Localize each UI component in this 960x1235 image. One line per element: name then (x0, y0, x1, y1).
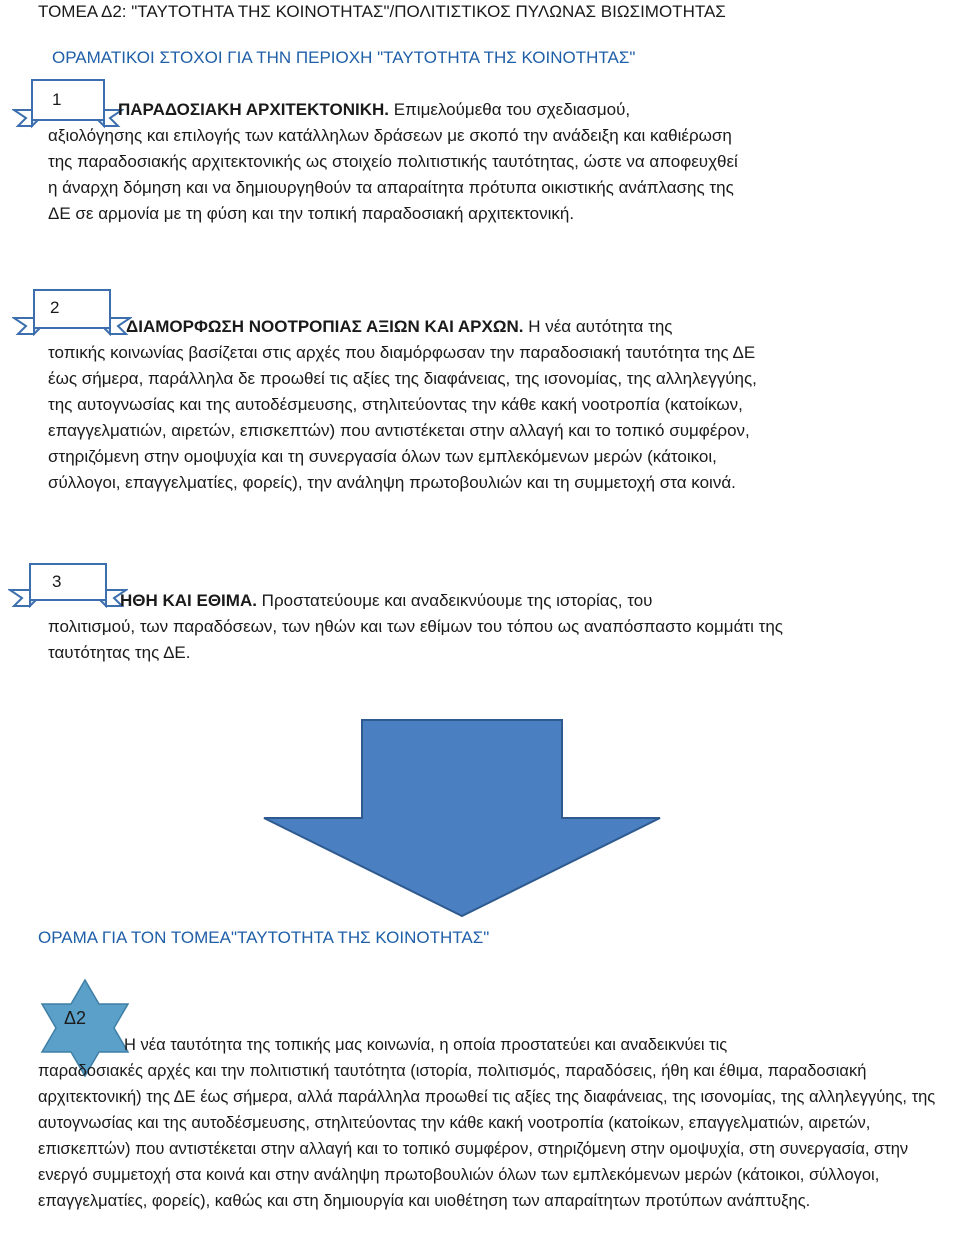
goal-1-text (48, 97, 808, 227)
vision-first-line: Η νέα ταυτότητα της τοπικής μας κοινωνία, η οποία προστατεύει και αναδεικνύει τις (124, 1036, 728, 1054)
down-arrow-icon (262, 718, 662, 918)
goal-1-heading: ΠΑΡΑΔΟΣΙΑΚΗ ΑΡΧΙΤΕΚΤΟΝΙΚΗ. (118, 100, 389, 119)
goal-2-number: 2 (50, 298, 60, 317)
page-title: ΤΟΜΕΑ Δ2: "ΤΑΥΤΟΤΗΤΑ ΤΗΣ ΚΟΙΝΟΤΗΤΑΣ"/ΠΟΛΙΤΙΣΤΙΚΟΣ ΠΥΛΩΝΑΣ ΒΙΩΣΙΜΟΤΗΤΑΣ (38, 2, 726, 21)
goal-3-text (48, 588, 808, 666)
goal-2-first-line: Η νέα αυτότητα της (523, 317, 673, 336)
goal-2-heading: ΔΙΑΜΟΡΦΩΣΗ ΝΟΟΤΡΟΠΙΑΣ ΑΞΙΩΝ ΚΑΙ ΑΡΧΩΝ. (126, 317, 524, 336)
goal-1-body: αξιολόγησης και επιλογής των κατάλληλων δράσεων με σκοπό την ανάδειξη και καθιέρωση της παραδοσιακής αρχιτεκτονικής ως στοιχείο πολιτιστικής ταυτότητας, ώστε να αποφευχθεί η άναρχη δόμηση και να δημιουργηθούν τα απαραίτητα πρότυπα οικιστικής ανάπλασης της ΔΕ σε αρμονία με τη φύση και την τοπική παραδοσιακή αρχιτεκτονική. (48, 126, 738, 223)
goal-2-text (48, 314, 788, 496)
goal-1-number: 1 (52, 90, 62, 109)
vision-text (38, 1032, 958, 1214)
goal-1-first-line: Επιμελούμεθα του σχεδιασμού, (389, 100, 631, 119)
page-subtitle: ΟΡΑΜΑΤΙΚΟΙ ΣΤΟΧΟΙ ΓΙΑ ΤΗΝ ΠΕΡΙΟΧΗ "ΤΑΥΤΟΤΗΤΑ ΤΗΣ ΚΟΙΝΟΤΗΤΑΣ" (52, 48, 636, 67)
vision-body: παραδοσιακές αρχές και την πολιτιστική ταυτότητα (ιστορία, πολιτισμός, παραδόσεις, ήθη και έθιμα, παραδοσιακή αρχιτεκτονική) της ΔΕ έως σήμερα, αλλά παράλληλα προωθεί τις αξίες της διαφάνειας, της ισονομίας, της αλληλεγγύης, της αυτογνωσίας και της αυτοδέσμευσης, στηλιτεύοντας την κάθε κακή νοοτροπία (κατοίκων, επαγγελματιών, αιρετών, επισκεπτών) που αντιστέκεται στην αλλαγή και το τοπικό συμφέρον, στηριζόμενη στην ομοψυχία, στη συνεργασία, στην ενεργό συμμετοχή στα κοινά και στην ανάληψη πρωτοβουλιών όλων των εμπλεκόμενων μερών (κάτοικοι, σύλλογοι, επαγγελματίες, φορείς), καθώς και στη δημιουργία και υιοθέτηση των απαραίτητων προτύπων ανάπτυξης. (38, 1062, 936, 1210)
goal-3-number: 3 (52, 572, 62, 591)
vision-heading: ΟΡΑΜΑ ΓΙΑ ΤΟΝ ΤΟΜΕΑ"ΤΑΥΤΟΤΗΤΑ ΤΗΣ ΚΟΙΝΟΤΗΤΑΣ" (38, 928, 490, 947)
goal-3-first-line: Προστατεύουμε και αναδεικνύουμε της ιστορίας, του (256, 591, 653, 610)
goal-3-body: πολιτισμού, των παραδόσεων, των ηθών και των εθίμων του τόπου ως αναπόσπαστο κομμάτι της ταυτότητας της ΔΕ. (48, 617, 784, 662)
vision-badge-label: Δ2 (64, 1008, 87, 1028)
goal-2-body: τοπικής κοινωνίας βασίζεται στις αρχές που διαμόρφωσαν την παραδοσιακή ταυτότητα της ΔΕ έως σήμερα, παράλληλα δε προωθεί τις αξίες της διαφάνειας, της ισονομίας, της αλληλεγγύης, της αυτογνωσίας και της αυτοδέσμευσης, στηλιτεύοντας την κάθε κακή νοοτροπία (κατοίκων, επαγγελματιών, αιρετών, επισκεπτών) που αντιστέκεται στην αλλαγή και το τοπικό συμφέρον, στηριζόμενη στην ομοψυχία και τη συνεργασία όλων των εμπλεκόμενων μερών (κάτοικοι, σύλλογοι, επαγγελματίες, φορείς), την ανάληψη πρωτοβουλιών και τη συμμετοχή στα κοινά. (48, 343, 757, 492)
goal-3-heading: ΗΘΗ ΚΑΙ ΕΘΙΜΑ. (120, 591, 257, 610)
